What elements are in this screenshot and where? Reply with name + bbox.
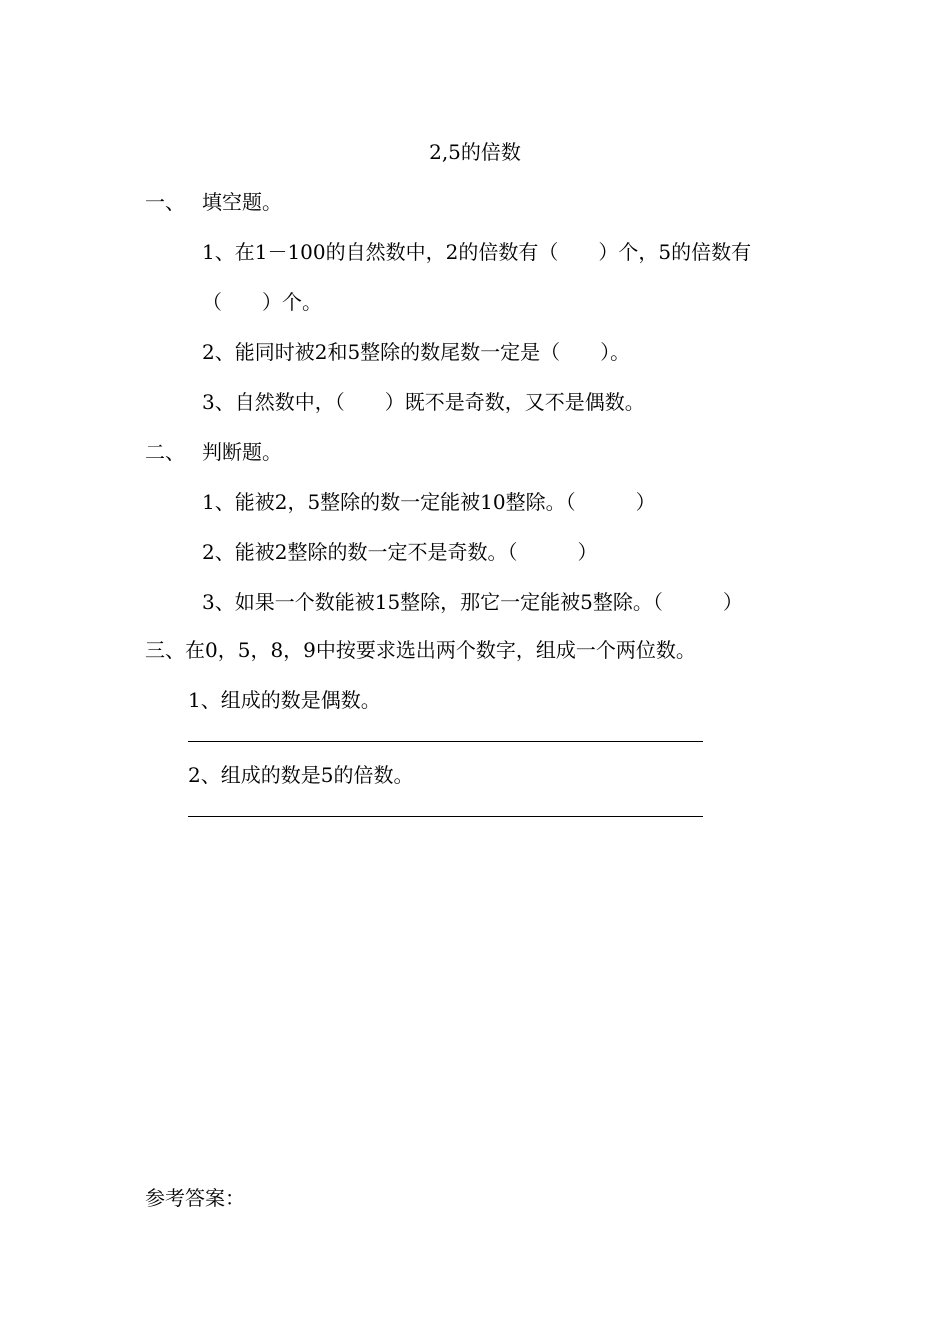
answer-line-2 [188,816,703,817]
section2-heading-number: 二、 [145,440,185,464]
section3-question1: 1、组成的数是偶数。 [188,688,381,712]
answer-line-1 [188,741,703,742]
section1-question3: 3、自然数中，（ ）既不是奇数，又不是偶数。 [202,390,645,414]
section2-question1: 1、能被2，5整除的数一定能被10整除。（ ） [202,490,656,514]
section1-question2: 2、能同时被2和5整除的数尾数一定是（ ）。 [202,340,631,364]
section2-question3: 3、如果一个数能被15整除，那它一定能被5整除。（ ） [202,590,743,614]
section3-question2: 2、组成的数是5的倍数。 [188,763,414,787]
answers-heading: 参考答案： [145,1186,245,1210]
section1-heading: 填空题。 [202,190,282,214]
section2-heading: 判断题。 [202,440,282,464]
section3-heading: 三、在0，5，8，9中按要求选出两个数字，组成一个两位数。 [145,638,696,662]
section1-question1-line1: 1、在1－100的自然数中，2的倍数有（ ）个，5的倍数有 [202,240,752,264]
section2-question2: 2、能被2整除的数一定不是奇数。（ ） [202,540,598,564]
section1-question1-line2: （ ）个。 [202,290,322,314]
section1-heading-number: 一、 [145,190,185,214]
page-title: 2,5的倍数 [429,140,521,164]
